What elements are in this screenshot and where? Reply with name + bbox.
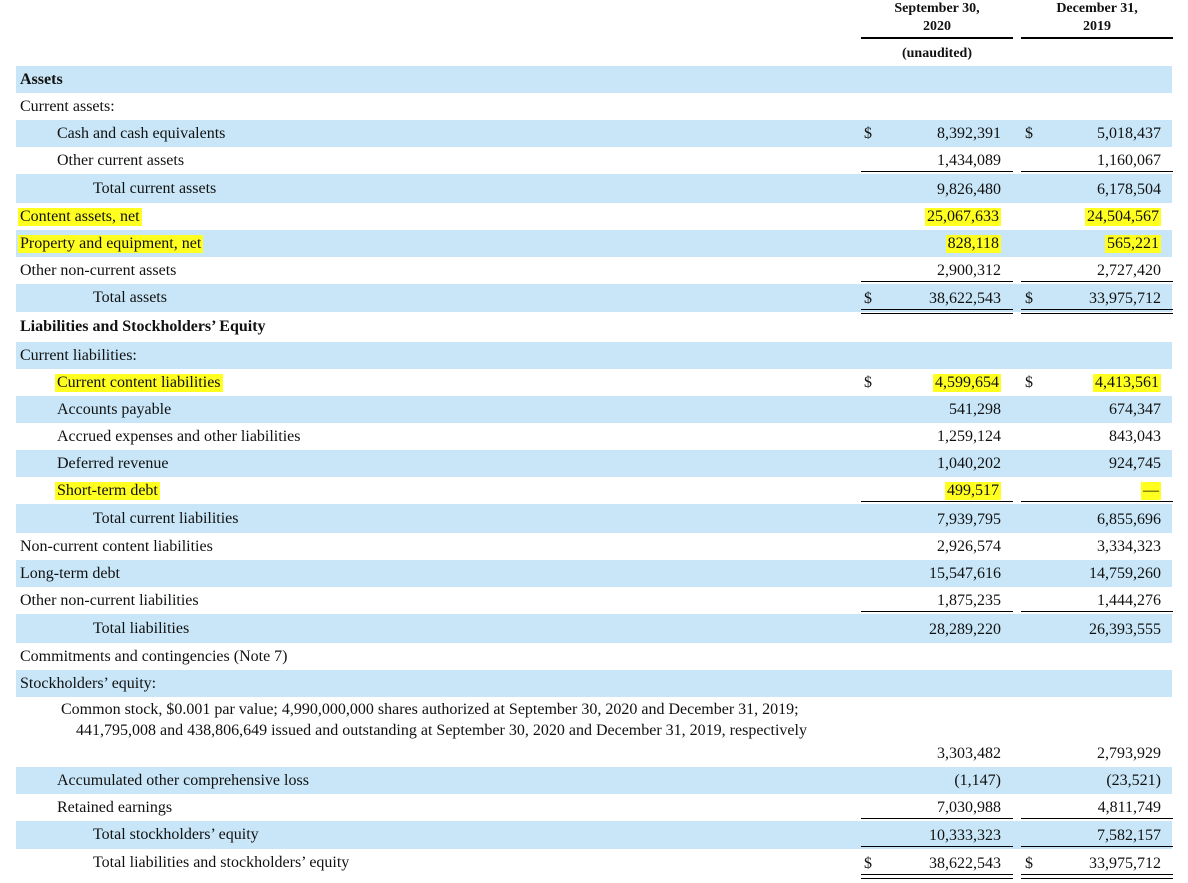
table-row <box>0 587 1188 614</box>
value-sep-2020-text: 8,392,391 <box>937 125 1001 142</box>
row-label <box>57 450 168 477</box>
table-row <box>0 423 1188 450</box>
value-sep-2020-text: 1,040,202 <box>937 455 1001 472</box>
row-label-text: Current content liabilities <box>57 373 221 391</box>
value-dec-2019 <box>1109 396 1161 423</box>
row-label-text: Total stockholders’ equity <box>93 826 259 843</box>
value-dec-2019-text: 6,178,504 <box>1097 181 1161 198</box>
total-rule <box>1021 501 1173 502</box>
value-dec-2019-text: 7,582,157 <box>1097 827 1161 844</box>
value-dec-2019 <box>1093 369 1161 396</box>
currency-symbol: $ <box>864 855 872 872</box>
value-sep-2020 <box>929 614 1001 643</box>
value-dec-2019 <box>1106 767 1161 794</box>
row-label-text: Content assets, net <box>20 207 140 225</box>
row-label-text: Other non-current liabilities <box>20 591 199 609</box>
row-label <box>20 342 137 369</box>
value-dec-2019 <box>1089 560 1161 587</box>
total-rule <box>861 846 1013 847</box>
table-row <box>0 450 1188 477</box>
column-header-sep-2020-text: September 30, 2020 <box>861 0 1013 39</box>
row-label-text: Common stock, $0.001 par value; 4,990,000,000 shares authorized at September 30, 2020 and December 31, 2019; 441,795,008 and 438,806,649 issued and outstanding at September 30, 2020 and December 31, 2019, respectively <box>61 701 807 739</box>
table-row <box>0 614 1188 643</box>
value-dec-2019-text: 565,221 <box>1107 235 1159 252</box>
value-dec-2019-text: 1,444,276 <box>1097 592 1161 609</box>
value-sep-2020 <box>925 203 1001 230</box>
value-sep-2020 <box>933 369 1001 396</box>
row-label <box>57 147 184 174</box>
row-shading <box>16 342 1172 369</box>
row-label-text: Liabilities and Stockholders’ Equity <box>20 318 266 335</box>
value-dec-2019-text: 33,975,712 <box>1089 290 1161 307</box>
value-dec-2019 <box>1097 120 1161 147</box>
value-sep-2020-text: 7,030,988 <box>937 799 1001 816</box>
currency-symbol: $ <box>864 125 872 142</box>
row-label <box>20 66 63 93</box>
value-dec-2019-text: 1,160,067 <box>1097 152 1161 169</box>
value-dec-2019-text: 2,793,929 <box>1097 745 1161 762</box>
value-sep-2020-text: 15,547,616 <box>929 565 1001 582</box>
total-rule <box>1021 171 1173 172</box>
currency-symbol: $ <box>1025 374 1033 391</box>
table-row <box>0 849 1188 877</box>
value-dec-2019-text: 3,334,323 <box>1097 538 1161 555</box>
value-dec-2019-text: 14,759,260 <box>1089 565 1161 582</box>
table-row <box>0 643 1188 670</box>
row-label <box>20 587 199 614</box>
value-sep-2020-text: 10,333,323 <box>929 827 1001 844</box>
row-label-text: Accounts payable <box>57 400 172 418</box>
table-row <box>0 312 1188 342</box>
value-dec-2019 <box>1097 533 1161 560</box>
value-dec-2019-text: 4,811,749 <box>1097 799 1161 816</box>
row-label <box>57 423 300 450</box>
value-sep-2020 <box>937 533 1001 560</box>
row-label <box>20 643 288 670</box>
table-row <box>0 533 1188 560</box>
row-label-text: Current assets: <box>20 97 115 115</box>
value-dec-2019-text: — <box>1143 482 1159 499</box>
value-dec-2019 <box>1097 504 1161 533</box>
table-row <box>0 147 1188 174</box>
row-label-text: Short-term debt <box>57 481 158 499</box>
row-label-text: Total current liabilities <box>93 509 239 527</box>
row-label-text: Total assets <box>93 289 167 306</box>
row-label <box>20 670 156 697</box>
value-sep-2020-text: 2,926,574 <box>937 538 1001 555</box>
value-sep-2020-text: 828,118 <box>947 235 999 252</box>
table-row <box>0 794 1188 821</box>
total-rule <box>861 501 1013 502</box>
row-label-text: Other current assets <box>57 151 185 169</box>
row-label <box>61 697 866 767</box>
total-rule <box>1021 281 1173 282</box>
value-sep-2020 <box>937 120 1001 147</box>
unaudited-label: (unaudited) <box>901 46 973 61</box>
row-label <box>93 614 189 643</box>
value-sep-2020 <box>946 230 1001 257</box>
value-sep-2020-text: 1,259,124 <box>937 428 1001 445</box>
table-row <box>0 93 1188 120</box>
value-dec-2019 <box>1109 450 1161 477</box>
value-dec-2019-text: 924,745 <box>1109 455 1161 472</box>
value-sep-2020 <box>954 767 1001 794</box>
total-rule <box>1021 846 1173 847</box>
value-dec-2019-text: 33,975,712 <box>1089 855 1161 872</box>
value-sep-2020-text: 3,303,482 <box>937 745 1001 762</box>
row-label-text: Deferred revenue <box>57 454 169 472</box>
value-sep-2020-text: 2,900,312 <box>937 262 1001 279</box>
total-rule <box>861 281 1013 282</box>
value-dec-2019-text: 4,413,561 <box>1095 374 1159 391</box>
currency-symbol: $ <box>864 374 872 391</box>
currency-symbol: $ <box>1025 125 1033 142</box>
row-label <box>20 230 203 257</box>
row-label <box>20 560 120 587</box>
value-dec-2019 <box>1089 614 1161 643</box>
value-sep-2020-text: 541,298 <box>949 401 1001 418</box>
value-sep-2020-text: 38,622,543 <box>929 290 1001 307</box>
row-label-text: Total liabilities and stockholders’ equity <box>93 854 350 871</box>
total-rule <box>861 611 1013 612</box>
total-rule <box>1021 611 1173 612</box>
row-label <box>20 203 142 230</box>
value-dec-2019 <box>1097 697 1161 767</box>
row-label-text: Total current assets <box>93 179 217 197</box>
value-sep-2020-text: 28,289,220 <box>929 621 1001 638</box>
value-sep-2020-text: 25,067,633 <box>927 208 999 225</box>
value-dec-2019 <box>1097 174 1161 203</box>
value-dec-2019-text: 6,855,696 <box>1097 511 1161 528</box>
total-rule <box>861 171 1013 172</box>
table-row <box>0 767 1188 794</box>
table-row <box>0 203 1188 230</box>
row-label <box>57 120 225 147</box>
table-row <box>0 821 1188 849</box>
value-sep-2020 <box>937 423 1001 450</box>
row-label-text: Total liabilities <box>93 619 190 637</box>
column-header-dec-2019-text: December 31, 2019 <box>1021 0 1173 39</box>
currency-symbol: $ <box>864 290 872 307</box>
row-label <box>57 767 309 794</box>
table-row <box>0 120 1188 147</box>
row-label-text: Accrued expenses and other liabilities <box>57 427 301 445</box>
table-row <box>0 697 1188 767</box>
row-label <box>20 257 176 284</box>
value-dec-2019-text: (23,521) <box>1106 772 1161 789</box>
row-label <box>93 849 349 877</box>
value-dec-2019-text: 24,504,567 <box>1087 208 1159 225</box>
table-row <box>0 560 1188 587</box>
value-sep-2020 <box>937 697 1001 767</box>
value-dec-2019-text: 843,043 <box>1109 428 1161 445</box>
value-sep-2020 <box>929 560 1001 587</box>
value-sep-2020-text: 1,434,089 <box>937 152 1001 169</box>
row-label-text: Retained earnings <box>57 798 173 816</box>
table-row <box>0 670 1188 697</box>
table-row <box>0 257 1188 284</box>
value-dec-2019-text: 674,347 <box>1109 401 1161 418</box>
double-underline <box>1021 874 1173 879</box>
total-rule <box>1021 818 1173 819</box>
row-label <box>20 312 266 342</box>
row-shading <box>16 66 1172 93</box>
row-label-text: Assets <box>20 70 63 88</box>
value-sep-2020-text: 1,875,235 <box>937 592 1001 609</box>
value-sep-2020-text: 499,517 <box>947 482 999 499</box>
row-label-text: Commitments and contingencies (Note 7) <box>20 647 288 665</box>
value-dec-2019-text: 2,727,420 <box>1097 262 1161 279</box>
currency-symbol: $ <box>1025 855 1033 872</box>
value-dec-2019 <box>1085 203 1161 230</box>
value-sep-2020-text: 4,599,654 <box>935 374 999 391</box>
table-row <box>0 66 1188 93</box>
row-label-text: Property and equipment, net <box>20 234 202 252</box>
double-underline <box>861 874 1013 879</box>
table-row <box>0 369 1188 396</box>
table-row <box>0 284 1188 312</box>
row-label <box>57 396 171 423</box>
value-sep-2020-text: 7,939,795 <box>937 511 1001 528</box>
row-label <box>20 533 213 560</box>
table-row <box>0 504 1188 533</box>
row-label <box>93 174 216 203</box>
row-label <box>57 794 172 821</box>
row-label-text: Accumulated other comprehensive loss <box>57 771 309 789</box>
row-label-text: Non-current content liabilities <box>20 537 213 555</box>
row-shading <box>16 93 1172 120</box>
row-label-text: Stockholders’ equity: <box>20 674 157 692</box>
row-label-text: Current liabilities: <box>20 346 137 364</box>
currency-symbol: $ <box>1025 290 1033 307</box>
value-sep-2020-text: (1,147) <box>954 772 1001 789</box>
row-label <box>57 477 160 504</box>
table-row <box>0 342 1188 369</box>
row-label <box>20 93 115 120</box>
row-label <box>57 369 223 396</box>
value-dec-2019-text: 26,393,555 <box>1089 621 1161 638</box>
value-sep-2020-text: 38,622,543 <box>929 855 1001 872</box>
table-row <box>0 174 1188 203</box>
value-dec-2019 <box>1105 230 1161 257</box>
table-row <box>0 477 1188 504</box>
row-label-text: Long-term debt <box>20 564 120 582</box>
value-sep-2020 <box>937 450 1001 477</box>
value-dec-2019-text: 5,018,437 <box>1097 125 1161 142</box>
row-label-text: Other non-current assets <box>20 261 177 279</box>
value-sep-2020 <box>937 174 1001 203</box>
row-label <box>93 821 259 849</box>
row-label-text: Cash and cash equivalents <box>57 124 226 142</box>
value-sep-2020 <box>937 504 1001 533</box>
table-row <box>0 396 1188 423</box>
value-sep-2020-text: 9,826,480 <box>937 181 1001 198</box>
total-rule <box>861 818 1013 819</box>
table-row <box>0 230 1188 257</box>
value-sep-2020 <box>949 396 1001 423</box>
row-label <box>93 284 167 312</box>
row-label <box>93 504 239 533</box>
value-dec-2019 <box>1109 423 1161 450</box>
row-shading <box>16 670 1172 697</box>
